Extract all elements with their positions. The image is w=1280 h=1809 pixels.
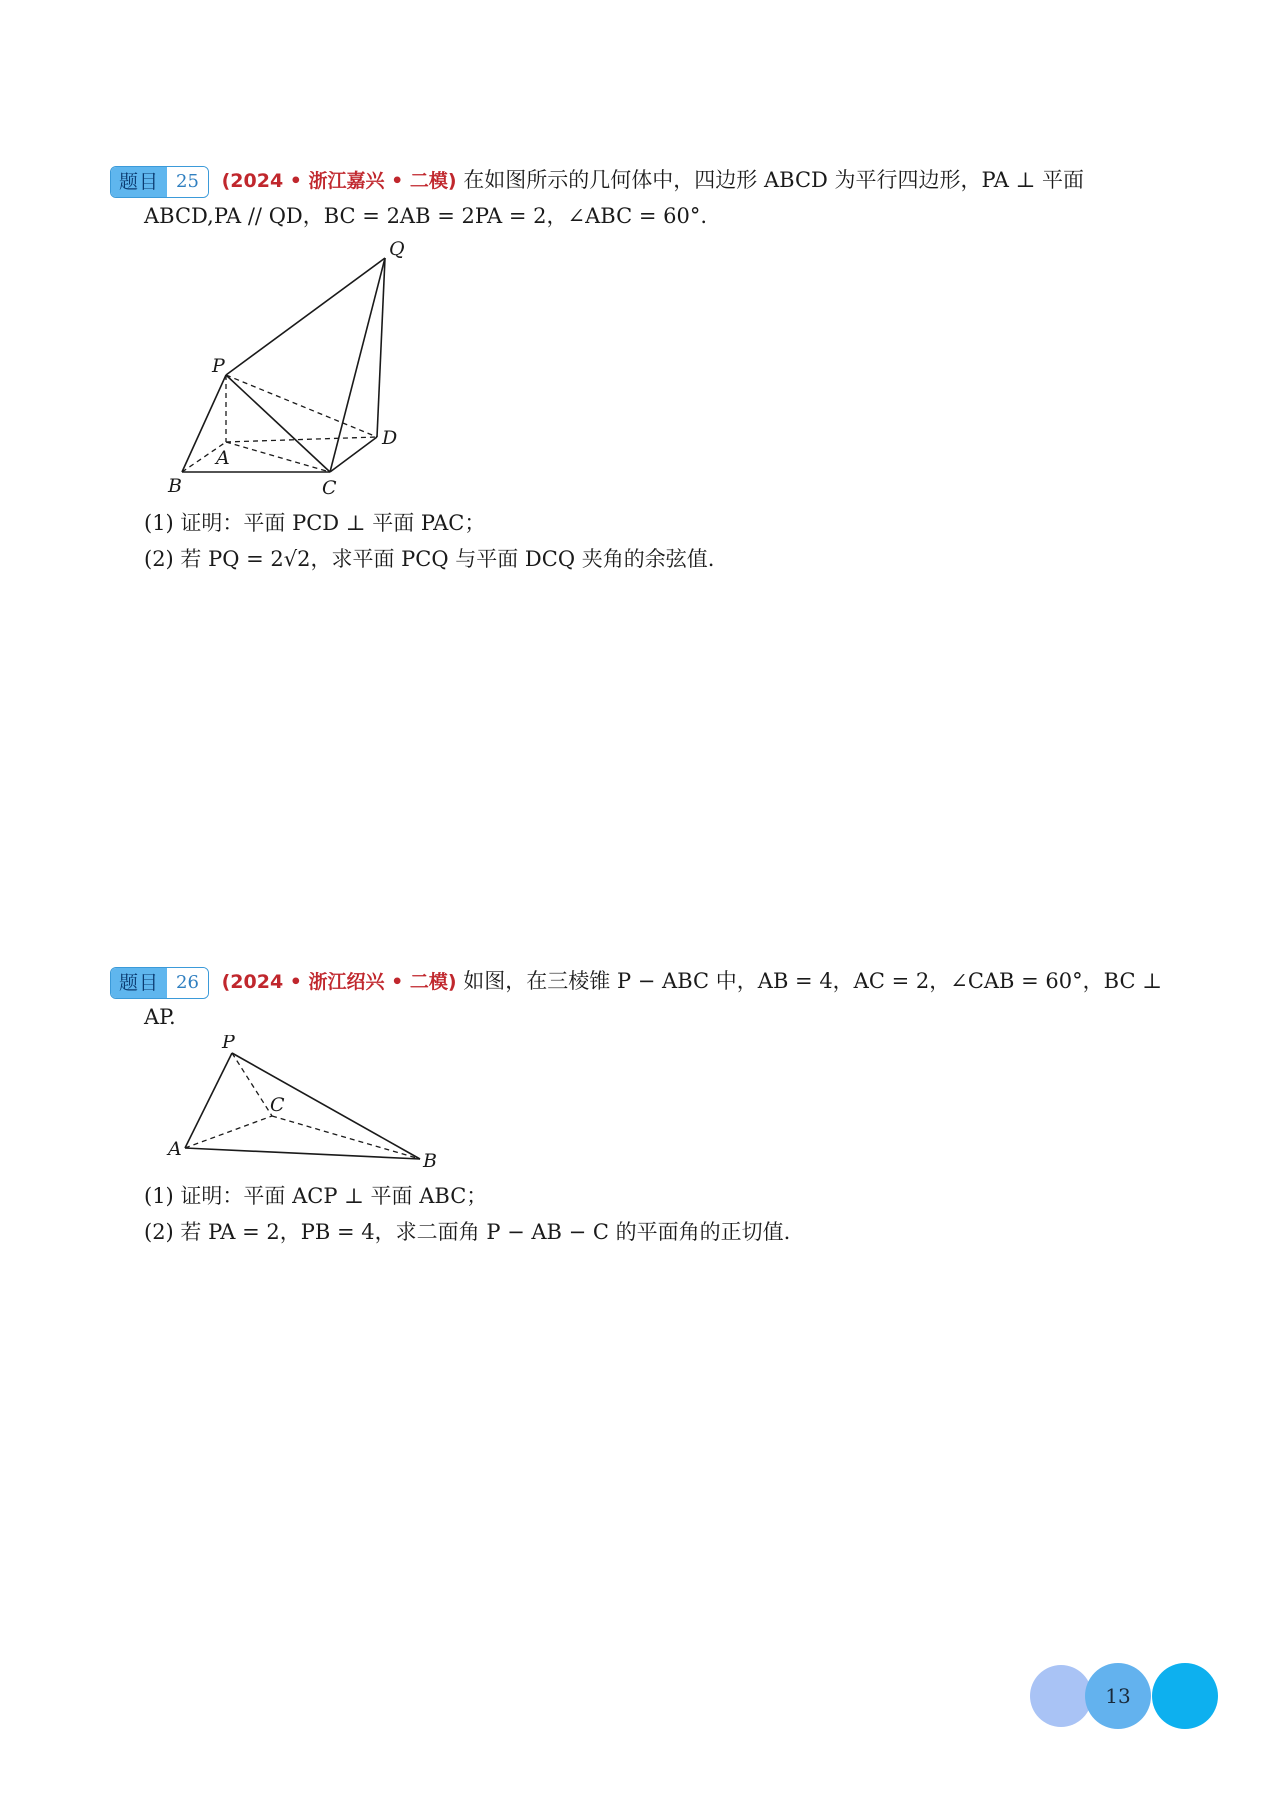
geometry-figure-25 (160, 240, 420, 510)
problem-tag-label: 题目 (111, 968, 167, 998)
problem-tag (110, 166, 209, 198)
badge-circle-middle (1085, 1663, 1151, 1729)
problem-source: (2024 • 浙江嘉兴 • 二模) (221, 170, 457, 192)
label-D: D (382, 427, 398, 449)
questions-25 (110, 505, 1150, 577)
geometry-figure-26 (160, 1035, 460, 1175)
problem-number: 26 (167, 968, 208, 998)
label-B: B (423, 1150, 437, 1172)
edge-PA (185, 1053, 232, 1148)
edge-AB (185, 1148, 420, 1159)
edge-PD (226, 375, 377, 437)
problem-26 (110, 963, 1162, 1034)
label-A: A (168, 1138, 182, 1160)
label-B: B (168, 475, 182, 497)
problem-statement-line2: AP. (144, 1005, 176, 1029)
label-P: P (222, 1035, 235, 1053)
label-P: P (212, 355, 225, 377)
problem-25 (110, 162, 1150, 233)
problem-header (110, 963, 1162, 1000)
problem-number: 25 (167, 167, 208, 197)
question-2: (2) 若 PQ = 2√2，求平面 PCQ 与平面 DCQ 夹角的余弦值. (144, 547, 715, 571)
question-1: (1) 证明：平面 PCD ⊥ 平面 PAC； (144, 511, 486, 535)
edge-AD (226, 437, 377, 442)
page-number: 13 (1105, 1684, 1131, 1708)
badge-circle-left (1030, 1665, 1092, 1727)
problem-statement-line2: ABCD,PA // QD，BC = 2AB = 2PA = 2，∠ABC = 60°. (144, 204, 708, 228)
label-Q: Q (389, 240, 405, 260)
problem-source: (2024 • 浙江绍兴 • 二模) (221, 971, 457, 993)
edge-QC (330, 258, 385, 472)
problem-tag-label: 题目 (111, 167, 167, 197)
label-A: A (216, 447, 230, 469)
label-C: C (322, 477, 337, 499)
badge-circle-right (1152, 1663, 1218, 1729)
question-1: (1) 证明：平面 ACP ⊥ 平面 ABC； (144, 1184, 488, 1208)
problem-tag (110, 967, 209, 999)
problem-header (110, 162, 1150, 199)
questions-26 (110, 1178, 1150, 1250)
edge-PC (232, 1053, 272, 1116)
page-number-badge (1030, 1663, 1220, 1729)
problem-statement-line1: 如图，在三棱锥 P − ABC 中，AB = 4，AC = 2，∠CAB = 60°，BC ⊥ (463, 969, 1162, 993)
label-C: C (270, 1094, 285, 1116)
problem-statement-line1: 在如图所示的几何体中，四边形 ABCD 为平行四边形，PA ⊥ 平面 (463, 168, 1085, 192)
edge-PQ (226, 258, 385, 375)
edge-PB (232, 1053, 420, 1159)
question-2: (2) 若 PA = 2，PB = 4，求二面角 P − AB − C 的平面角的正切值. (144, 1220, 791, 1244)
